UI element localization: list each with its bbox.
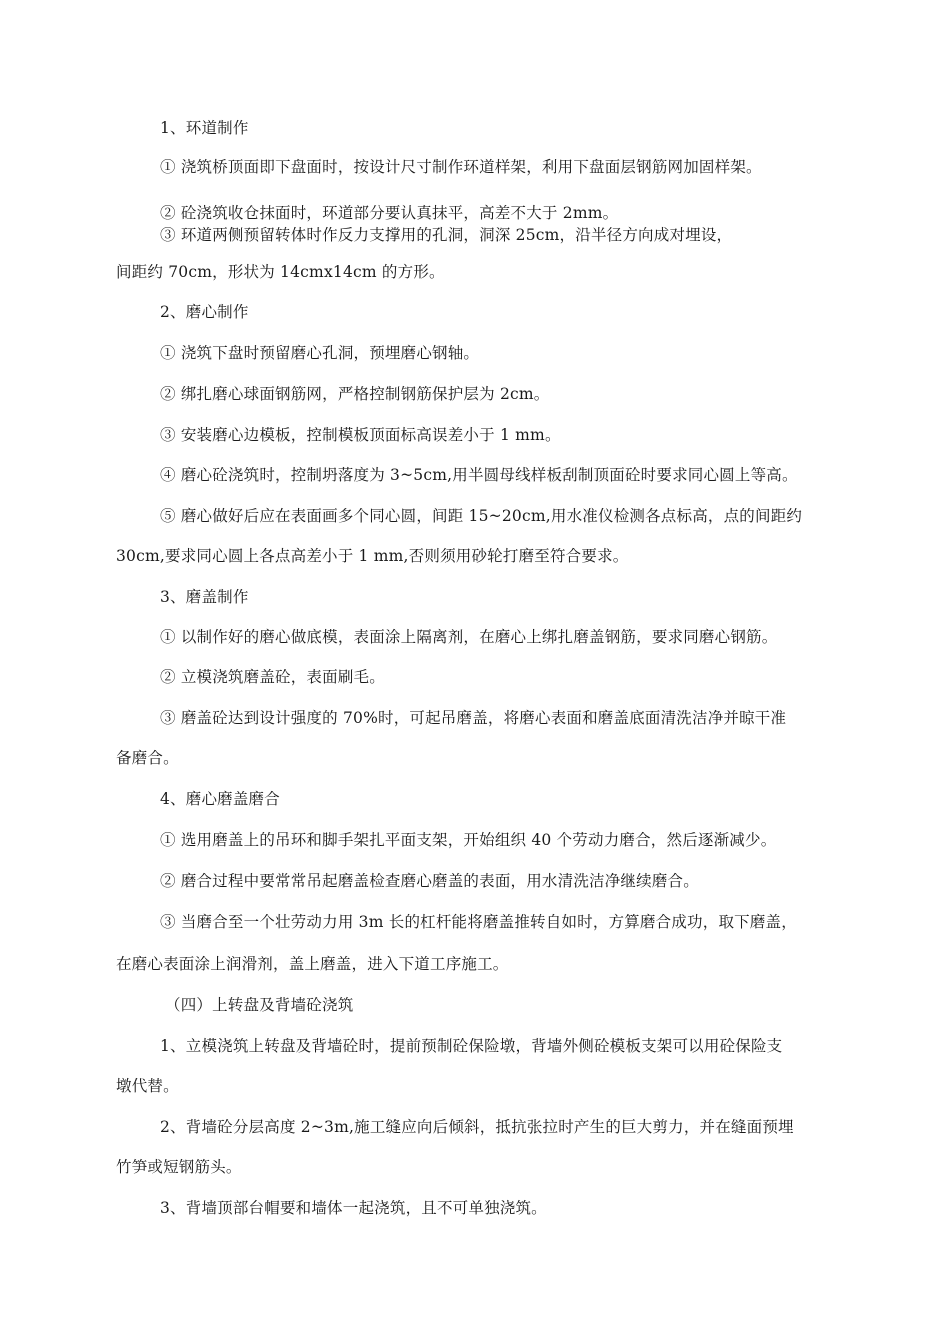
paragraph-line: ③ 当磨合至一个壮劳动力用 3m 长的杠杆能将磨盖推转自如时，方算磨合成功，取下磨盖， bbox=[160, 913, 797, 931]
paragraph-line: ③ 安装磨心边模板，控制模板顶面标高误差小于 1 mm。 bbox=[160, 426, 561, 444]
paragraph-line: ② 磨合过程中要常常吊起磨盖检查磨心磨盖的表面，用水清洗洁净继续磨合。 bbox=[160, 872, 699, 890]
paragraph-line: ① 浇筑下盘时预留磨心孔洞，预埋磨心钢轴。 bbox=[160, 344, 480, 362]
paragraph-line: ① 选用磨盖上的吊环和脚手架扎平面支架，开始组织 40 个劳动力磨合，然后逐渐减少。 bbox=[160, 831, 777, 849]
subsection-heading: （四）上转盘及背墙砼浇筑 bbox=[165, 996, 354, 1014]
paragraph-line: 3、背墙顶部台帽要和墙体一起浇筑，且不可单独浇筑。 bbox=[160, 1199, 547, 1217]
section-1-heading: 1、环道制作 bbox=[160, 119, 249, 137]
paragraph-line: ④ 磨心砼浇筑时，控制坍落度为 3~5cm,用半圆母线样板刮制顶面砼时要求同心圆上等高。 bbox=[160, 466, 798, 484]
paragraph-line: ③ 磨盖砼达到设计强度的 70%时，可起吊磨盖，将磨心表面和磨盖底面清洗洁净并晾干准 bbox=[160, 709, 787, 727]
paragraph-line: 备磨合。 bbox=[116, 749, 179, 767]
paragraph-line: 1、立模浇筑上转盘及背墙砼时，提前预制砼保险墩，背墙外侧砼模板支架可以用砼保险支 bbox=[160, 1037, 783, 1055]
section-3-heading: 3、磨盖制作 bbox=[160, 588, 249, 606]
section-2-heading: 2、磨心制作 bbox=[160, 303, 249, 321]
paragraph-line: ① 以制作好的磨心做底模，表面涂上隔离剂，在磨心上绑扎磨盖钢筋，要求同磨心钢筋。 bbox=[160, 628, 778, 646]
paragraph-line: ② 立模浇筑磨盖砼，表面刷毛。 bbox=[160, 668, 385, 686]
paragraph-line: ② 砼浇筑收仓抹面时，环道部分要认真抹平，高差不大于 2mm。 bbox=[160, 204, 619, 222]
paragraph-line: 间距约 70cm，形状为 14cmx14cm 的方形。 bbox=[116, 263, 445, 281]
paragraph-line: 竹笋或短钢筋头。 bbox=[116, 1158, 242, 1176]
paragraph-line: ⑤ 磨心做好后应在表面画多个同心圆，间距 15~20cm,用水准仪检测各点标高，点的间距约 bbox=[160, 507, 803, 525]
paragraph-line: 30cm,要求同心圆上各点高差小于 1 mm,否则须用砂轮打磨至符合要求。 bbox=[116, 547, 629, 565]
paragraph-line: ① 浇筑桥顶面即下盘面时，按设计尺寸制作环道样架，利用下盘面层钢筋网加固样架。 bbox=[160, 158, 762, 176]
section-4-heading: 4、磨心磨盖磨合 bbox=[160, 790, 280, 808]
paragraph-line: 墩代替。 bbox=[116, 1077, 179, 1095]
paragraph-line: 2、背墙砼分层高度 2~3m,施工缝应向后倾斜，抵抗张拉时产生的巨大剪力，并在缝面预埋 bbox=[160, 1118, 794, 1136]
paragraph-line: ② 绑扎磨心球面钢筋网，严格控制钢筋保护层为 2cm。 bbox=[160, 385, 550, 403]
paragraph-line: ③ 环道两侧预留转体时作反力支撑用的孔洞，洞深 25cm，沿半径方向成对埋设， bbox=[160, 226, 733, 244]
paragraph-line: 在磨心表面涂上润滑剂，盖上磨盖，进入下道工序施工。 bbox=[116, 955, 509, 973]
